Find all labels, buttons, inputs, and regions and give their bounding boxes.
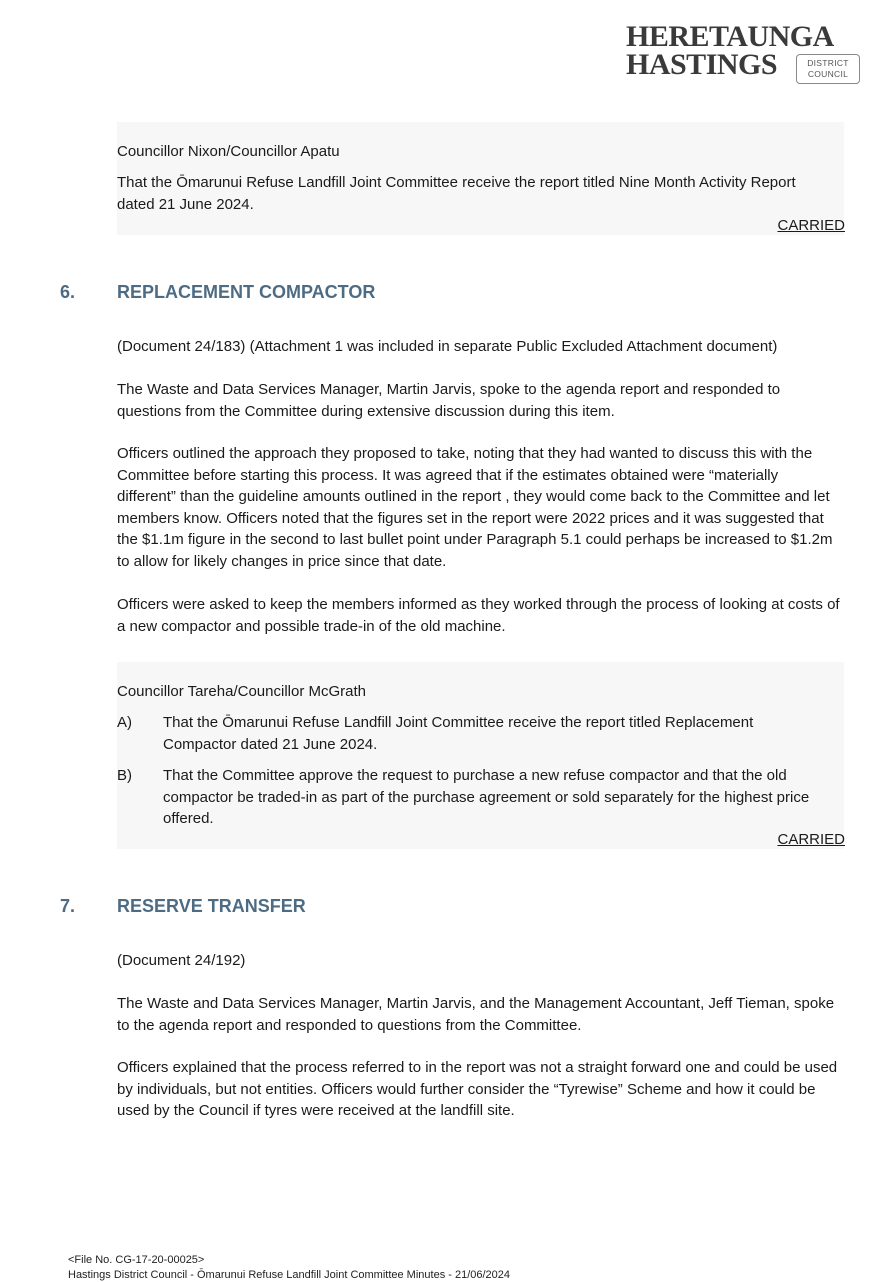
section7-document-ref: (Document 24/192) [117,952,246,969]
section6-resolution-a-label: A) [117,714,132,731]
item5-carried-status: CARRIED [777,217,845,234]
logo-hastings-text: HASTINGS [626,48,778,81]
item5-movers: Councillor Nixon/Councillor Apatu [117,143,340,160]
section6-paragraph-2: Officers outlined the approach they proposed to take, noting that they had wanted to discuss this with the Committee before starting this process. It was agreed that if the estimates obtained were “materially different” than the guideline amounts outlined in the report , they would come back to the Committee and let members know. Officers noted that the figures set in the report were 2022 prices and it was suggested that the $1.1m figure in the second to last bullet point under Paragraph 5.1 could perhaps be increased to $1.2m to allow for likely changes in price since that date. [117,445,833,570]
item5-resolution-text: That the Ōmarunui Refuse Landfill Joint Committee receive the report titled Nine Month Activity Report dated 21 June 2024. [117,174,796,213]
footer-file-number: <File No. CG-17-20-00025> [68,1254,205,1266]
council-logo [626,22,864,86]
section6-paragraph-3: Officers were asked to keep the members informed as they worked through the process of looking at costs of a new compactor and possible trade-in of the old machine. [117,596,840,635]
section6-resolution-b-label: B) [117,767,132,784]
logo-badge-district: DISTRICT [807,58,849,68]
section6-resolution-b-text: That the Committee approve the request to purchase a new refuse compactor and that the old compactor be traded-in as part of the purchase agreement or sold separately for the highest price offered. [163,767,810,827]
section6-number: 6. [60,282,76,302]
section7-paragraph-2: Officers explained that the process referred to in the report was not a straight forward one and could be used by individuals, but not entities. Officers would further consider the “Tyrewise” Scheme and how it could be used by the Council if tyres were received at the landfill site. [117,1059,838,1119]
section7-number: 7. [60,896,76,916]
section6-title: REPLACEMENT COMPACTOR [117,282,376,302]
section6-document-ref: (Document 24/183) (Attachment 1 was included in separate Public Excluded Attachment document) [117,338,778,355]
section6-resolution-a-text: That the Ōmarunui Refuse Landfill Joint Committee receive the report titled Replacement Compactor dated 21 June 2024. [163,714,754,753]
logo-badge-council: COUNCIL [807,69,849,79]
section7-title: RESERVE TRANSFER [117,896,306,916]
section6-carried-status: CARRIED [777,831,845,848]
footer-document-line: Hastings District Council - Ōmarunui Refuse Landfill Joint Committee Minutes - 21/06/2024 [68,1269,511,1281]
logo-heretaunga-text: HERETAUNGA [626,20,834,53]
section6-movers: Councillor Tareha/Councillor McGrath [117,683,366,700]
logo-district-council-badge [796,54,860,84]
section6-paragraph-1: The Waste and Data Services Manager, Martin Jarvis, spoke to the agenda report and responded to questions from the Committee during extensive discussion during this item. [117,381,781,420]
section7-paragraph-1: The Waste and Data Services Manager, Martin Jarvis, and the Management Accountant, Jeff Tieman, spoke to the agenda report and responded to questions from the Committee. [117,995,835,1034]
